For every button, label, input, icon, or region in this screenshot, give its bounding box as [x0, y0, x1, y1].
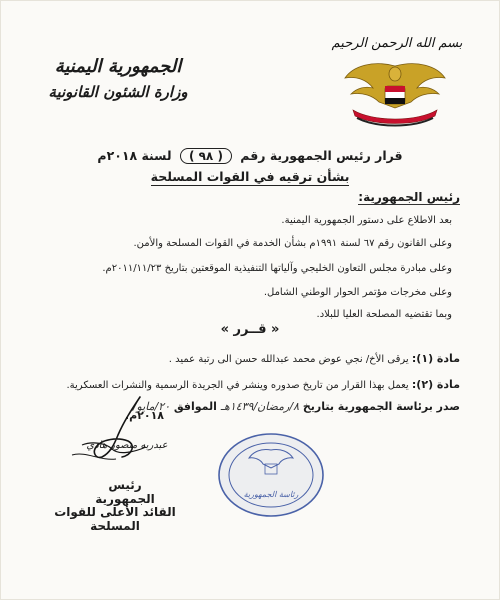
decree-title	[0, 148, 500, 164]
article-label: مادة (١):	[411, 352, 460, 365]
ministry-header	[28, 56, 208, 101]
issued-year: ٢٠١٨م.	[124, 409, 164, 422]
article-2	[66, 378, 460, 391]
republic-name: الجمهورية اليمنية	[54, 56, 182, 77]
hijri-date: ٨/رمضان/١٤٣٩هـ	[220, 400, 299, 413]
addressee-text: رئيس الجمهورية:	[358, 190, 460, 204]
article-text: يرقى الأخ/ نجي عوض محمد عبدالله حسن الى رتبة عميد .	[168, 354, 409, 365]
article-label: مادة (٢):	[411, 378, 460, 391]
issued-line	[133, 400, 460, 413]
decree-title-prefix: قرار رئيس الجمهورية رقم	[240, 148, 403, 163]
gregorian-date: ٢٠/مايو/	[132, 400, 171, 413]
decree-year: لسنة ٢٠١٨م	[97, 148, 172, 163]
signatory-name: عبدربه منصور هادي	[86, 440, 168, 451]
stamp-label: رئاسة الجمهورية	[243, 490, 299, 499]
preamble-clause: وعلى القانون رقم ٦٧ لسنة ١٩٩١م بشأن الخدمة في القوات المسلحة والأمن.	[133, 238, 452, 249]
yemen-eagle-emblem-icon	[343, 58, 448, 130]
basmala: بسم الله الرحمن الرحيم	[331, 36, 463, 51]
decree-subject	[0, 169, 500, 184]
addressee	[358, 190, 460, 204]
preamble-clause: وعلى مبادرة مجلس التعاون الخليجي وآلياتها التنفيذية الموقعتين بتاريخ ٢٠١١/١١/٢٣م.	[102, 263, 452, 274]
issued-middle: الموافق	[173, 400, 217, 413]
preamble-clause: وعلى مخرجات مؤتمر الحوار الوطني الشامل.	[263, 287, 452, 298]
decree-number: ( ٩٨ )	[180, 148, 232, 164]
preamble-clause: وبما تقتضيه المصلحة العليا للبلاد.	[316, 309, 452, 320]
signatory-commander-title: القائد الأعلى للقوات المسلحة	[54, 505, 176, 533]
article-text: يعمل بهذا القرار من تاريخ صدوره وينشر في الجريدة الرسمية والنشرات العسكرية.	[66, 380, 409, 391]
decree-heading: « قــرر »	[220, 322, 280, 337]
signatory-title: رئيس الجمهورية	[95, 478, 155, 506]
decree-subject-text: بشأن ترقيه في القوات المسلحة	[150, 169, 350, 184]
ministry-name: وزارة الشئون القانونية	[48, 83, 188, 101]
issued-prefix: صدر برئاسة الجمهورية بتاريخ	[302, 400, 460, 413]
handwritten-signature-icon	[62, 395, 172, 467]
article-1	[169, 352, 460, 365]
official-stamp-icon	[215, 430, 327, 520]
preamble-clause: بعد الاطلاع على دستور الجمهورية اليمنية.	[281, 215, 452, 226]
